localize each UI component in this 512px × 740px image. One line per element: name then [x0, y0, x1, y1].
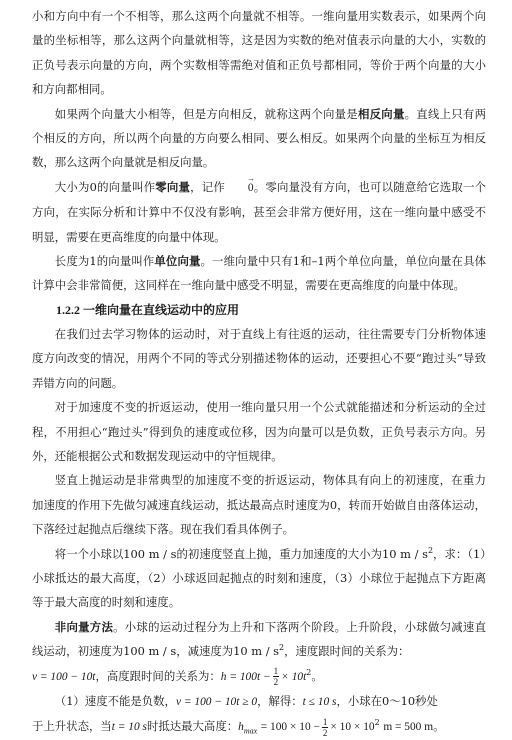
paragraph-equations: [32, 664, 486, 689]
text: 。一维向量中只有1和–1两个单位向量，单位向量在具体计算中会非常简便，这同样在一维向量中感受不明显，需要在更高维度的向量中体现。: [32, 254, 486, 293]
paragraph-zero-vector: [32, 175, 486, 249]
superscript: 2: [374, 718, 380, 728]
text: 。直线上只有两个相反的方向，所以两个向量的方向要么相同、要么相反。如果两个向量的坐标互为相反数，那么这两个向量就是相反向量。: [32, 106, 486, 170]
term-non-vector-method: 非向量方法: [54, 619, 114, 634]
equation-height: h = 100t −: [220, 670, 271, 683]
hmax-result: m = 500 m: [383, 721, 434, 734]
text: ，求：（1）小球抵达的最大高度，（2）小球返回起抛点的时刻和速度，（3）小球位于起抛点下方距离等于最大高度的时刻和速度。: [32, 546, 486, 610]
paragraph-constant-acceleration: 对于加速度不变的折返运动，使用一维向量只用一个公式就能描述和分析运动的全过程，不用担心“跑过头”得到负的速度或位移，因为向量可以是负数，正负号表示方向。另外，还能根据公式和数据发现运动中的守恒规律。: [32, 400, 486, 463]
superscript: 2: [427, 545, 434, 555]
text: 大小为0的向量叫作: [54, 179, 156, 194]
text: 。: [433, 719, 445, 734]
hmax-equation-tail: × 10 × 10: [330, 721, 375, 734]
superscript: 2: [306, 667, 312, 677]
paragraph-non-vector-method: [32, 615, 486, 664]
paragraph-answer-1-cont: [32, 714, 486, 739]
text: ，解得：: [257, 693, 303, 708]
zero-vector-symbol: 0 →: [225, 176, 254, 200]
text: ，速度跟时间的关系为：: [284, 644, 410, 659]
inequality-velocity: v = 100 − 10t ≥ 0: [175, 695, 258, 708]
fraction-half: [322, 717, 329, 738]
fraction-numerator: 1: [322, 716, 328, 727]
fraction-numerator: 1: [273, 666, 279, 677]
paragraph-vector-equality: 小和方向中有一个不相等，那么这两个向量就不相等。一维向量用实数表示，如果两个向量的坐标相等，那么这两个向量就相等，这是因为实数的绝对值表示向量的大小，实数的正负号表示向量的方向，两个实数相等需绝对值和正负号都相同，等价于两个向量的大小和方向都相同。: [32, 9, 486, 97]
text: 于上升状态，当: [32, 719, 112, 734]
equation-height-tail: × 10t: [281, 670, 307, 683]
fraction-half: [273, 666, 280, 687]
fraction-denominator: 2: [273, 677, 279, 688]
term-unit-vector: 单位向量: [154, 254, 201, 269]
text: 将一个小球以100 m / s的初速度竖直上抛，重力加速度的大小为10 m / s: [54, 546, 428, 561]
paragraph-problem-statement: [32, 542, 486, 615]
paragraph-answer-1: [32, 689, 486, 714]
hmax-subscript: max: [243, 726, 258, 736]
text: ，高度跟时间的关系为：: [95, 668, 221, 683]
paragraph-opposite-vector: [32, 102, 486, 175]
text: 。小球的运动过程分为上升和下落两个阶段。上升阶段，小球做匀减速直线运动，初速度为100 m / s，减速度为10 m / s: [32, 619, 486, 659]
text: ，小球在0～10秒处: [336, 693, 438, 708]
text: 长度为1的向量叫作: [54, 254, 155, 269]
paragraph-unit-vector: [32, 249, 486, 298]
text: 时抵达最大高度：: [146, 719, 239, 734]
text: 。零向量没有方向，也可以随意给它选取一个方向，在实际分析和计算中不仅没有影响，甚至会非常方便好用，这在一维向量中感受不明显，需要在更高维度的向量中体现。: [32, 179, 486, 244]
inequality-time: t ≤ 10 s: [302, 695, 337, 708]
fraction-denominator: 2: [322, 727, 328, 738]
paragraph-vertical-throw: 竖直上抛运动是非常典型的加速度不变的折返运动，物体具有向上的初速度，在重力加速度的作用下先做匀减速直线运动，抵达最高点时速度为0，转而开始做自由落体运动，下落经过起抛点后继续下落。现在我们看具体例子。: [32, 473, 486, 537]
paragraph-motion-intro: 在我们过去学习物体的运动时，对于直线上有往返的运动，往往需要专门分析物体速度方向改变的情况，用两个不同的等式分别描述物体的运动，还要担心不要“跑过头”导致弄错方向的问题。: [32, 326, 486, 390]
equation-velocity: v = 100 − 10t: [32, 670, 96, 683]
text: 。: [311, 668, 323, 683]
term-zero-vector: 零向量: [155, 179, 191, 194]
hmax-equation: = 100 × 10 −: [260, 721, 320, 734]
text: ，记作: [190, 179, 226, 194]
term-opposite-vector: 相反向量: [357, 106, 405, 121]
text: 如果两个向量大小相等，但是方向相反，就称这两个向量是: [54, 106, 358, 121]
hmax-symbol: h: [238, 721, 244, 734]
time-value: t = 10 s: [111, 721, 147, 734]
section-heading: 1.2.2 一维向量在直线运动中的应用: [56, 302, 240, 317]
text: （1）速度不能是负数，: [54, 693, 176, 708]
superscript: 2: [279, 643, 285, 653]
